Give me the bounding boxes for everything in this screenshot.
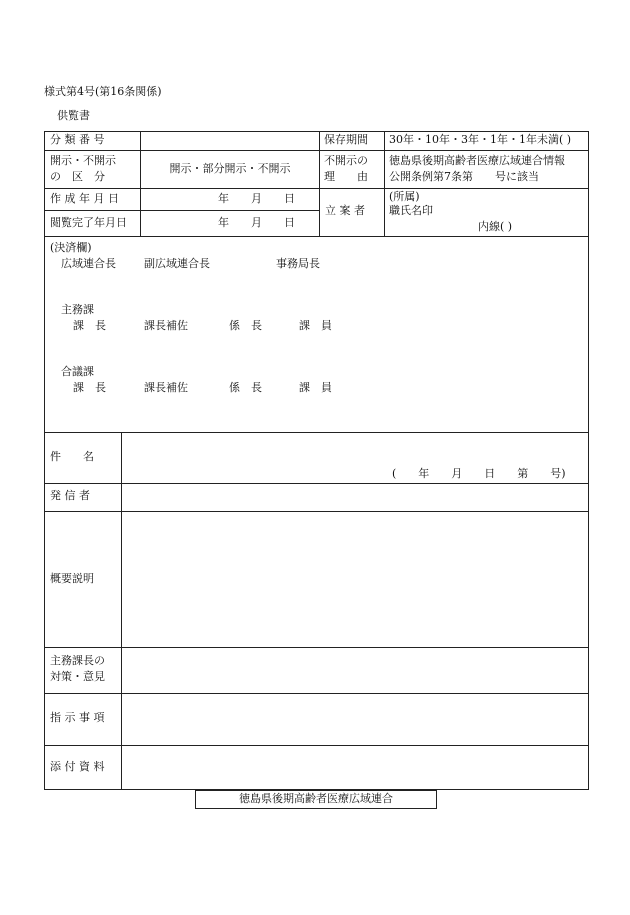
- viewed-label: 閲覧完了年月日: [50, 216, 127, 229]
- drafter-label: 立 案 者: [325, 204, 365, 217]
- attachment-label: 添 付 資 料: [50, 760, 105, 773]
- document-title: 供覧書: [57, 109, 90, 122]
- footer-organization: 徳島県後期高齢者医療広域連合: [239, 792, 393, 805]
- chief-opinion-label-1: 主務課長の: [50, 654, 105, 667]
- subject-reference: ( 年 月 日 第 号): [392, 467, 566, 480]
- summary-label: 概要説明: [50, 572, 94, 585]
- disclosure-label-1: 開示・不開示: [50, 154, 116, 167]
- instruction-label: 指 示 事 項: [50, 711, 105, 724]
- drafter-name: 職氏名印: [389, 204, 433, 217]
- main-section-assistant-manager: 課長補佐: [144, 319, 188, 332]
- approval-label: (決済欄): [50, 241, 92, 254]
- drafter-extension: 内線( ): [478, 220, 513, 233]
- nondisclosure-value-2: 公開条例第7条第 号に該当: [389, 170, 539, 183]
- coordination-section-staff: 課 員: [299, 381, 332, 394]
- coordination-section-manager: 課 長: [73, 381, 106, 394]
- nondisclosure-label-1: 不開示の: [324, 154, 368, 167]
- created-label: 作 成 年 月 日: [50, 192, 119, 205]
- disclosure-value: 開示・部分開示・不開示: [169, 162, 291, 175]
- nondisclosure-label-2: 理 由: [324, 170, 368, 183]
- chief-opinion-label-2: 対策・意見: [50, 670, 105, 683]
- main-section-staff: 課 員: [299, 319, 332, 332]
- nondisclosure-value-1: 徳島県後期高齢者医療広域連合情報: [389, 154, 565, 167]
- viewed-date: 年 月 日: [218, 216, 295, 229]
- subject-label: 件 名: [50, 450, 94, 463]
- coordination-section-chief: 係 長: [229, 381, 262, 394]
- approver-deputy-head: 副広域連合長: [144, 257, 210, 270]
- created-date: 年 月 日: [218, 192, 295, 205]
- main-section-label: 主務課: [61, 303, 94, 316]
- coordination-section-assistant-manager: 課長補佐: [144, 381, 188, 394]
- drafter-dept: (所属): [389, 190, 420, 203]
- retention-value: 30年・10年・3年・1年・1年未満( ): [389, 133, 572, 146]
- form-number: 様式第4号(第16条関係): [44, 85, 162, 98]
- sender-label: 発 信 者: [50, 489, 90, 502]
- approver-regional-head: 広域連合長: [61, 257, 116, 270]
- retention-label: 保存期間: [324, 133, 368, 146]
- coordination-section-label: 合議課: [61, 365, 94, 378]
- approver-secretariat-director: 事務局長: [276, 257, 320, 270]
- main-section-manager: 課 長: [73, 319, 106, 332]
- disclosure-label-2: の 区 分: [50, 170, 105, 183]
- classification-label: 分 類 番 号: [50, 133, 105, 146]
- main-section-chief: 係 長: [229, 319, 262, 332]
